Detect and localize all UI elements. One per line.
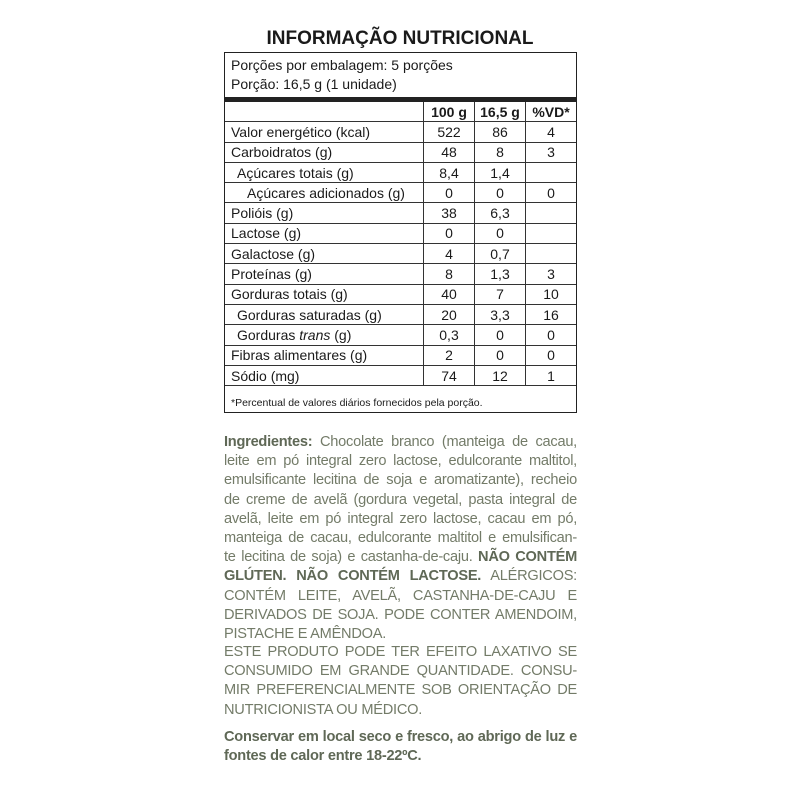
storage-instructions — [224, 728, 577, 766]
value-100g: 38 — [424, 203, 475, 223]
nutrient-label — [225, 244, 424, 264]
ingredients-heading: Ingredientes: — [224, 434, 313, 450]
table-row — [225, 284, 576, 304]
nutrient-label — [225, 162, 424, 182]
value-100g: 0 — [424, 223, 475, 243]
value-100g: 20 — [424, 304, 475, 324]
header-vd: %VD* — [526, 102, 577, 122]
nutrient-label — [225, 183, 424, 203]
value-portion: 0 — [475, 223, 526, 243]
table-row — [225, 365, 576, 385]
value-portion: 0 — [475, 325, 526, 345]
ingredients-line: leite em pó integral zero lactose, edulcorante maltitol, — [224, 453, 577, 470]
warning-line: MIR PREFERENCIALMENTE SOB ORIENTAÇÃO DE — [224, 682, 577, 699]
nutrient-label — [225, 365, 424, 385]
value-vd — [526, 162, 577, 182]
table-row — [225, 223, 576, 243]
table-header-row — [225, 102, 576, 122]
table-row — [225, 304, 576, 324]
ingredients-line: Chocolate branco (manteiga de cacau, — [312, 434, 577, 450]
nutrient-name: Proteínas (g) — [231, 266, 312, 283]
table-row — [225, 142, 576, 162]
table-row — [225, 183, 576, 203]
nutrient-name: Lactose (g) — [231, 225, 302, 242]
warning-line: NUTRICIONISTA OU MÉDICO. — [224, 701, 423, 718]
value-100g: 8 — [424, 264, 475, 284]
warning-line: CONSUMIDO EM GRANDE QUANTIDADE. CONSU- — [224, 663, 577, 680]
allergens-line: CONTÉM LEITE, AVELÃ, CASTANHA-DE-CAJU E — [224, 587, 577, 604]
value-vd — [526, 223, 577, 243]
table-row — [225, 162, 576, 182]
value-portion: 7 — [475, 284, 526, 304]
header-portion: 16,5 g — [475, 102, 526, 122]
nutrient-label — [225, 203, 424, 223]
value-vd: 0 — [526, 345, 577, 365]
value-portion: 0,7 — [475, 244, 526, 264]
value-vd: 3 — [526, 264, 577, 284]
header-100g: 100 g — [424, 102, 475, 122]
gluten-warning: NÃO CONTÉM — [478, 549, 577, 566]
allergens-line: DERIVADOS DE SOJA. PODE CONTER AMENDOIM, — [224, 606, 577, 623]
storage-line: Conservar em local seco e fresco, ao abrigo de luz e — [224, 729, 577, 745]
table-row — [225, 325, 576, 345]
ingredients-line: avelã, leite em pó integral zero lactose, cacau em pó, — [224, 510, 577, 527]
value-vd: 0 — [526, 183, 577, 203]
value-vd — [526, 203, 577, 223]
laxative-warning — [224, 643, 577, 720]
serving-info — [225, 53, 576, 93]
nutrient-name: Açúcares totais (g) — [237, 164, 354, 181]
value-100g: 48 — [424, 142, 475, 162]
nutrient-label — [225, 122, 424, 142]
lactose-warning: GLÚTEN. NÃO CONTÉM LACTOSE. — [224, 568, 482, 585]
table-row — [225, 122, 576, 142]
table-row — [225, 203, 576, 223]
nutrient-label — [225, 142, 424, 162]
value-100g: 522 — [424, 122, 475, 142]
nutrient-label — [225, 325, 424, 345]
nutrient-name: Gorduras totais (g) — [231, 286, 348, 303]
nutrient-name: Fibras alimentares (g) — [231, 347, 368, 364]
servings-per-package: Porções por embalagem: 5 porções — [231, 57, 453, 73]
value-vd: 10 — [526, 284, 577, 304]
nutrient-name-italic: trans — [299, 326, 331, 343]
nutrient-label — [225, 284, 424, 304]
nutrient-name: Valor energético (kcal) — [231, 123, 371, 140]
value-100g: 4 — [424, 244, 475, 264]
table-row — [225, 244, 576, 264]
value-portion: 3,3 — [475, 304, 526, 324]
value-portion: 0 — [475, 183, 526, 203]
value-portion: 1,4 — [475, 162, 526, 182]
ingredients-line: emulsificante lecitina de soja e aromatizante), recheio — [224, 472, 577, 489]
value-vd: 4 — [526, 122, 577, 142]
value-portion: 86 — [475, 122, 526, 142]
header-label — [225, 102, 424, 122]
value-100g: 8,4 — [424, 162, 475, 182]
nutrient-label — [225, 264, 424, 284]
allergens-heading: ALÉRGICOS: — [481, 568, 577, 585]
ingredients-line: de creme de avelã (gordura vegetal, pasta integral de — [224, 491, 577, 508]
value-vd: 16 — [526, 304, 577, 324]
value-portion: 8 — [475, 142, 526, 162]
nutrient-name: Açúcares adicionados (g) — [247, 184, 405, 201]
value-100g: 2 — [424, 345, 475, 365]
nutrient-label — [225, 345, 424, 365]
nutrient-name: Polióis (g) — [231, 205, 294, 222]
ingredients-line: te lecitina de soja) e castanha-de-caju. — [224, 549, 479, 566]
label-title: INFORMAÇÃO NUTRICIONAL — [266, 28, 534, 49]
value-vd — [526, 244, 577, 264]
nutrient-name: Sódio (mg) — [231, 367, 300, 384]
value-100g: 0 — [424, 183, 475, 203]
value-portion: 0 — [475, 345, 526, 365]
nutrient-label — [225, 223, 424, 243]
value-portion: 6,3 — [475, 203, 526, 223]
value-portion: 12 — [475, 365, 526, 385]
nutrient-name: Galactose (g) — [231, 245, 316, 262]
footnote: *Percentual de valores diários fornecidos pela porção. — [231, 397, 483, 409]
allergens-line: PISTACHE E AMÊNDOA. — [224, 626, 387, 643]
storage-line: fontes de calor entre 18-22ºC. — [224, 748, 422, 765]
value-100g: 40 — [424, 284, 475, 304]
nutrient-unit: (g) — [330, 326, 352, 343]
value-vd: 1 — [526, 365, 577, 385]
value-100g: 74 — [424, 365, 475, 385]
table-row — [225, 264, 576, 284]
value-portion: 1,3 — [475, 264, 526, 284]
nutrient-name: Gorduras saturadas (g) — [237, 306, 382, 323]
nutrient-table — [225, 102, 576, 386]
serving-size: Porção: 16,5 g (1 unidade) — [231, 75, 397, 92]
table-row — [225, 345, 576, 365]
nutrient-label — [225, 304, 424, 324]
nutrition-table — [224, 52, 577, 413]
value-vd: 3 — [526, 142, 577, 162]
ingredients-block — [224, 433, 577, 644]
nutrient-name: Gorduras — [237, 326, 300, 343]
warning-line: ESTE PRODUTO PODE TER EFEITO LAXATIVO SE — [224, 644, 577, 660]
ingredients-line: manteiga de cacau, edulcorante maltitol e emulsifican- — [224, 530, 577, 547]
value-100g: 0,3 — [424, 325, 475, 345]
value-vd: 0 — [526, 325, 577, 345]
nutrient-name: Carboidratos (g) — [231, 144, 333, 161]
